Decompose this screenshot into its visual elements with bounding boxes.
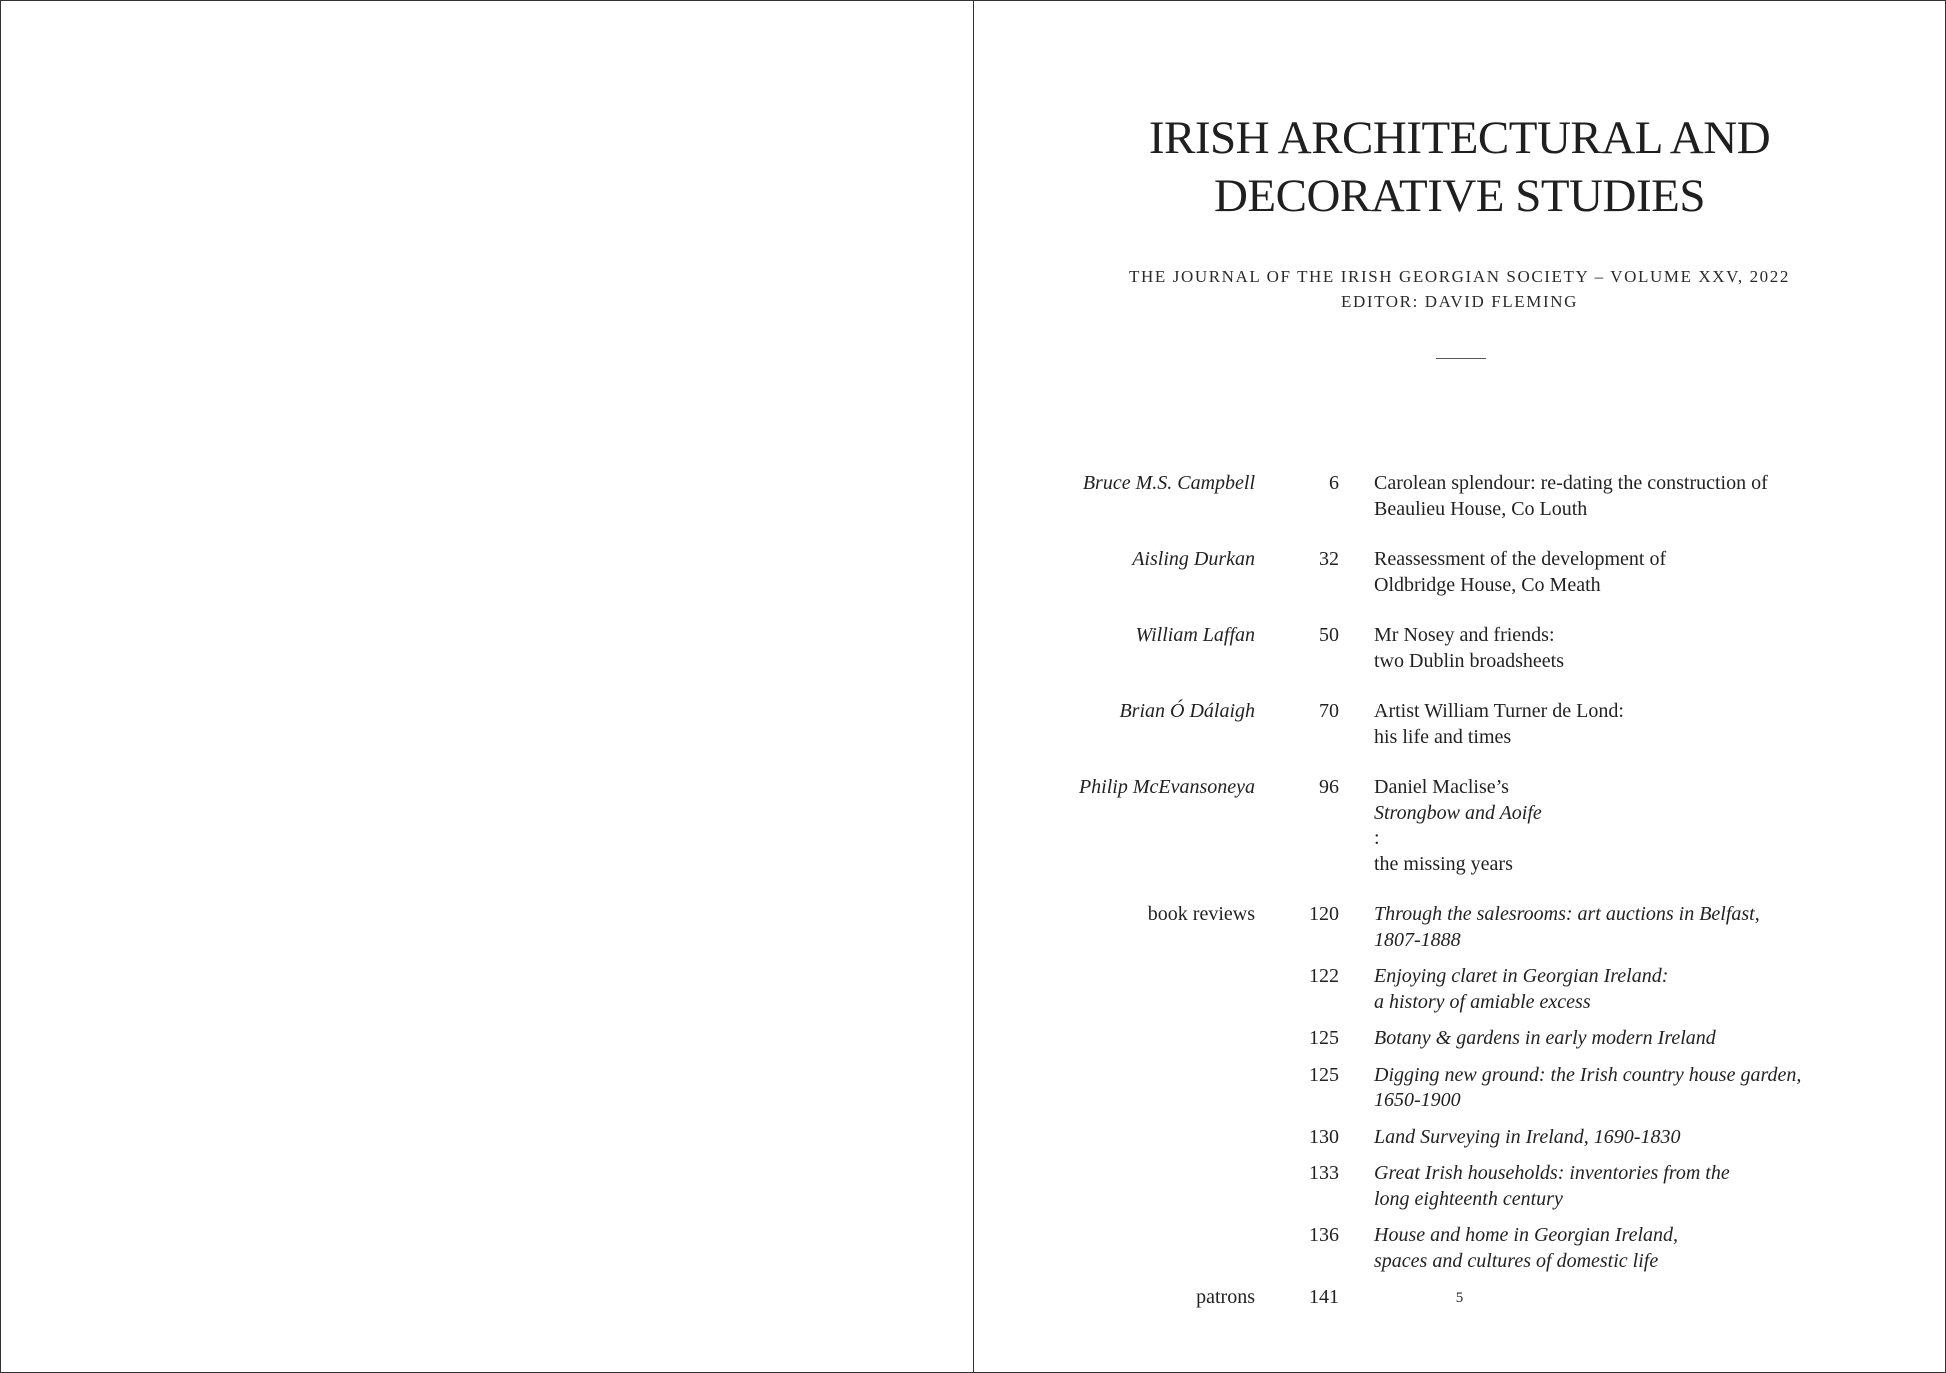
journal-title-line-2: DECORATIVE STUDIES [1213,170,1706,222]
toc-author: Brian Ó Dálaigh [1119,700,1255,722]
journal-subtitle-line-1: THE JOURNAL OF THE IRISH GEORGIAN SOCIETY – VOLUME XXV, 2022 [1129,267,1790,286]
toc-article-line: Reassessment of the development of [1374,548,1667,570]
table-of-contents [974,471,1945,1311]
toc-page-number: 32 [1319,548,1339,570]
toc-page-number: 50 [1319,624,1339,646]
journal-title-line-1: IRISH ARCHITECTURAL AND [1148,112,1771,164]
review-title-line: Enjoying claret in Georgian Ireland: [1374,965,1669,987]
toc-author: Aisling Durkan [1132,548,1255,570]
review-entry [974,1223,1945,1274]
journal-title [974,109,1945,225]
review-entry [974,1063,1945,1114]
toc-article-title [1374,775,1854,877]
toc-entry [974,547,1945,598]
page-number-folio: 5 [1455,1290,1464,1306]
toc-article-title [1374,471,1854,522]
review-title [1374,1063,1854,1114]
toc-page-number: 141 [1309,1286,1339,1308]
section-label-book-reviews: book reviews [1147,903,1255,925]
toc-page-number: 6 [1329,472,1339,494]
toc-page-number: 125 [1309,1063,1339,1086]
review-title-line: spaces and cultures of domestic life [1374,1249,1659,1272]
toc-article-line: Carolean splendour: re-dating the construction of [1374,472,1768,494]
toc-page-number: 70 [1319,700,1339,722]
review-title-line: 1807-1888 [1374,928,1461,951]
toc-article-line: two Dublin broadsheets [1374,649,1564,672]
review-title-line: Botany & gardens in early modern Ireland [1374,1027,1716,1049]
divider-rule [1436,358,1486,359]
toc-entry [974,471,1945,522]
review-title-line: Through the salesrooms: art auctions in Belfast, [1374,903,1760,925]
review-title-line: House and home in Georgian Ireland, [1374,1224,1679,1246]
toc-page-number: 122 [1309,965,1339,987]
toc-page-number: 136 [1309,1224,1339,1246]
right-page [974,1,1945,1372]
toc-article-line: Artist William Turner de Lond: [1374,700,1624,722]
toc-author: Bruce M.S. Campbell [1082,472,1255,494]
toc-article-italic-title: Strongbow and Aoife [1374,801,1542,824]
editor-line: EDITOR: DAVID FLEMING [1341,292,1578,311]
review-title [1374,1026,1854,1052]
journal-subtitle [974,264,1945,314]
review-entry [974,902,1945,953]
toc-page-number: 133 [1309,1162,1339,1184]
toc-article-title [1374,623,1854,674]
review-entry [974,1026,1945,1052]
toc-article-line: the missing years [1374,852,1513,875]
review-title-line: a history of amiable excess [1374,990,1591,1013]
left-page-blank [1,1,973,1372]
toc-page-number: 130 [1309,1125,1339,1148]
toc-article-line [1374,775,1854,852]
toc-article-line: Oldbridge House, Co Meath [1374,573,1601,596]
review-title-line: Land Surveying in Ireland, 1690-1830 [1374,1125,1681,1148]
toc-author: William Laffan [1135,624,1255,646]
toc-article-line: his life and times [1374,725,1512,748]
toc-article-line: Mr Nosey and friends: [1374,624,1555,646]
toc-entry [974,699,1945,750]
section-label-patrons: patrons [1196,1286,1255,1308]
toc-article-line: Beaulieu House, Co Louth [1374,497,1588,520]
review-entry [974,964,1945,1015]
toc-article-text: : [1374,827,1380,849]
toc-entry [974,775,1945,877]
toc-page-number: 120 [1309,903,1339,925]
toc-article-text: Daniel Maclise’s [1374,776,1509,798]
review-title-line: Great Irish households: inventories from the [1374,1162,1730,1184]
toc-page-number: 96 [1319,776,1339,798]
review-entry [974,1161,1945,1212]
review-title-line: Digging new ground: the Irish country house garden, [1374,1063,1802,1086]
review-title [1374,964,1854,1015]
review-title [1374,1161,1854,1212]
toc-author: Philip McEvansoneya [1078,776,1255,798]
review-entry [974,1125,1945,1151]
toc-page-number: 125 [1309,1027,1339,1049]
review-title-line: 1650-1900 [1374,1089,1461,1111]
toc-entry [974,623,1945,674]
review-title [1374,1125,1854,1151]
toc-article-title [1374,547,1854,598]
review-title [1374,902,1854,953]
toc-article-title [1374,699,1854,750]
review-title [1374,1223,1854,1274]
review-title-line: long eighteenth century [1374,1187,1563,1210]
